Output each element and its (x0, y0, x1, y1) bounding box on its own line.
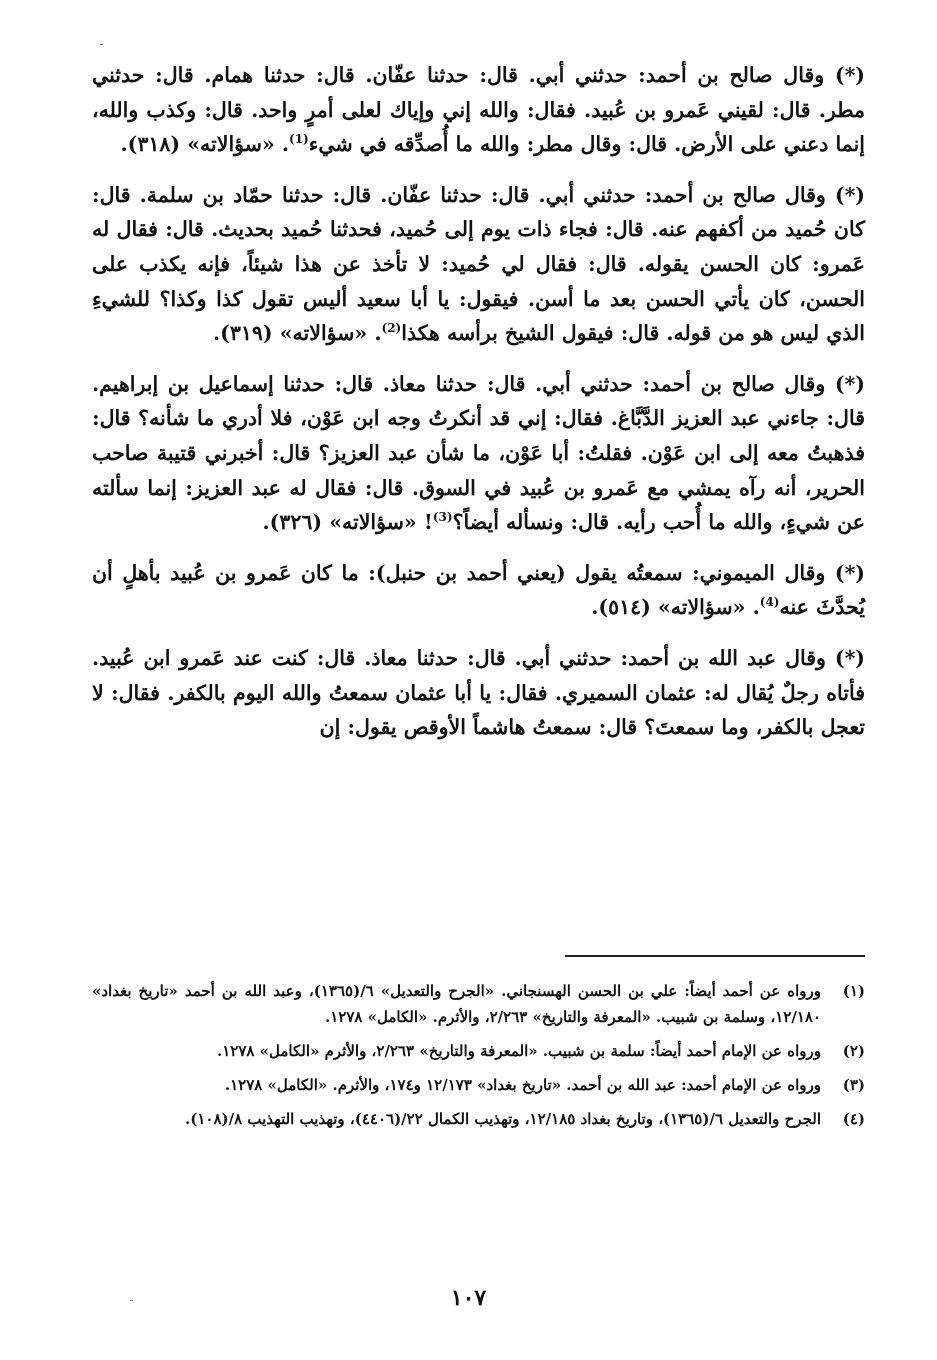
paragraph-text: (*) وقال صالح بن أحمد: حدثني أبي. قال: حدثنا عفّان. قال: حدثنا همام. قال: حدثني مطر. قال: لقيني عَمرو بن عُبيد. فقال: والله إني وإياك لعلى أمرٍ واحد. قال: وكذب والله، إنما دعني على الأرض. قال: وقال مطر: والله ما أُصدِّقه في شيء (92, 63, 865, 157)
footnote-text: ورواه عن أحمد أيضاً: علي بن الحسن الهسنجاني. «الجرح والتعديل» ٦/(١٣٦٥)، وعبد الله بن أحمد «تاريخ بغداد» ١٢/١٨٠، وسلمة بن شبيب. «المعرفة والتاريخ» ٢/٢٦٣، والأثرم. «الكامل» ١٢٧٨. (92, 982, 821, 1026)
paragraph-text: (*) وقال صالح بن أحمد: حدثني أبي. قال: حدثنا معاذ. قال: حدثنا إسماعيل بن إبراهيم. قال: جاءني عبد العزيز الدَّبَّاغ. فقال: إني قد أنكرتُ وجه ابن عَوْن، فلا أدري ما شأنه؟ قال: فذهبتُ معه إلى ابن عَوْن. فقلتُ: أبا عَوْن، ما شأن عبد العزيز؟ قال: أخبرني قتيبة صاحب الحرير، أنه رآه يمشي مع عَمرو بن عُبيد في السوق. قال: فقال له عبد العزيز: إنما سألته عن شيءٍ، والله ما أُحب رأيه. قال: ونسأله أيضاً؟ (92, 371, 865, 535)
paragraph (92, 367, 865, 540)
page-number: ١٠٧ (450, 1285, 487, 1311)
footnote-text: ورواه عن الإمام أحمد: عبد الله بن أحمد. «تاريخ بغداد» ١٢/١٧٣ و١٧٤، والأثرم. «الكامل» ١٢٧٨. (224, 1076, 821, 1094)
paragraph (92, 556, 865, 625)
paragraph-source: ! «سؤالاته» (٣٢٦). (262, 510, 433, 535)
footnote-text: الجرح والتعديل ٦/(١٣٦٥)، وتاريخ بغداد ١٢/١٨٥، وتهذيب الكمال ٢٢/(٤٤٠٦)، وتهذيب التهذيب ٨/(١٠٨). (185, 1110, 821, 1128)
paragraph-text: (*) وقال عبد الله بن أحمد: حدثني أبي. قال: حدثنا معاذ. قال: كنت عند عَمرو ابن عُبيد. فأتاه رجلٌ يُقال له: عثمان السميري. فقال: يا أبا عثمان سمعتُ والله اليوم بالكفر. فقال: لا تعجل بالكفر، وما سمعتَ؟ قال: سمعتُ هاشماً الأوقص يقول: إن (92, 645, 865, 740)
footnote-ref: (4) (759, 595, 780, 610)
footnote-number: (٢) (842, 1042, 865, 1060)
footnote-separator (565, 955, 865, 957)
footnote-number: (٤) (842, 1110, 865, 1128)
paragraph-source: . «سؤالاته» (٥١٤). (591, 595, 760, 620)
paragraph (92, 58, 865, 162)
footnote (92, 1106, 865, 1132)
paragraph-source: . «سؤالاته» (٣١٩). (213, 321, 382, 346)
paragraph (92, 178, 865, 351)
footnote-ref: (3) (432, 510, 453, 525)
footnote (92, 1038, 865, 1064)
main-text (92, 58, 865, 761)
footnote-number: (١) (842, 982, 865, 1000)
scan-speck (100, 44, 103, 45)
footnote-text: ورواه عن الإمام أحمد أيضاً: سلمة بن شبيب. «المعرفة والتاريخ» ٢/٢٦٣، والأثرم «الكامل» ١٢٧٨. (216, 1042, 821, 1060)
footnotes (92, 978, 865, 1140)
paragraph-text: (*) وقال الميموني: سمعتُه يقول (يعني أحمد بن حنبل): ما كان عَمرو بن عُبيد بأهلٍ أن يُحدَّثَ عنه (92, 560, 865, 620)
paragraph (92, 641, 865, 745)
footnote-number: (٣) (842, 1076, 865, 1094)
footnote-ref: (2) (381, 321, 402, 336)
footnote (92, 1072, 865, 1098)
paragraph-text: (*) وقال صالح بن أحمد: حدثني أبي. قال: حدثنا عفّان. قال: حدثنا حمّاد بن سلمة. قال: كان حُميد من أكفهم عنه. قال: فجاء ذات يوم إلى حُميد، فحدثنا حُميد بحديث. قال: فقال له عَمرو: كان الحسن يقوله. قال: فقال لي حُميد: لا تأخذ عن هذا شيئاً، فإنه يكذب على الحسن، كان يأتي الحسن بعد ما أسن. فيقول: يا أبا سعيد أليس تقول كذا وكذا؟ للشيءِ الذي ليس هو من قوله. قال: فيقول الشيخ برأسه هكذا (92, 182, 865, 346)
paragraph-source: . «سؤالاته» (٣١٨). (120, 132, 289, 157)
footnote (92, 978, 865, 1030)
footnote-ref: (1) (289, 132, 309, 147)
